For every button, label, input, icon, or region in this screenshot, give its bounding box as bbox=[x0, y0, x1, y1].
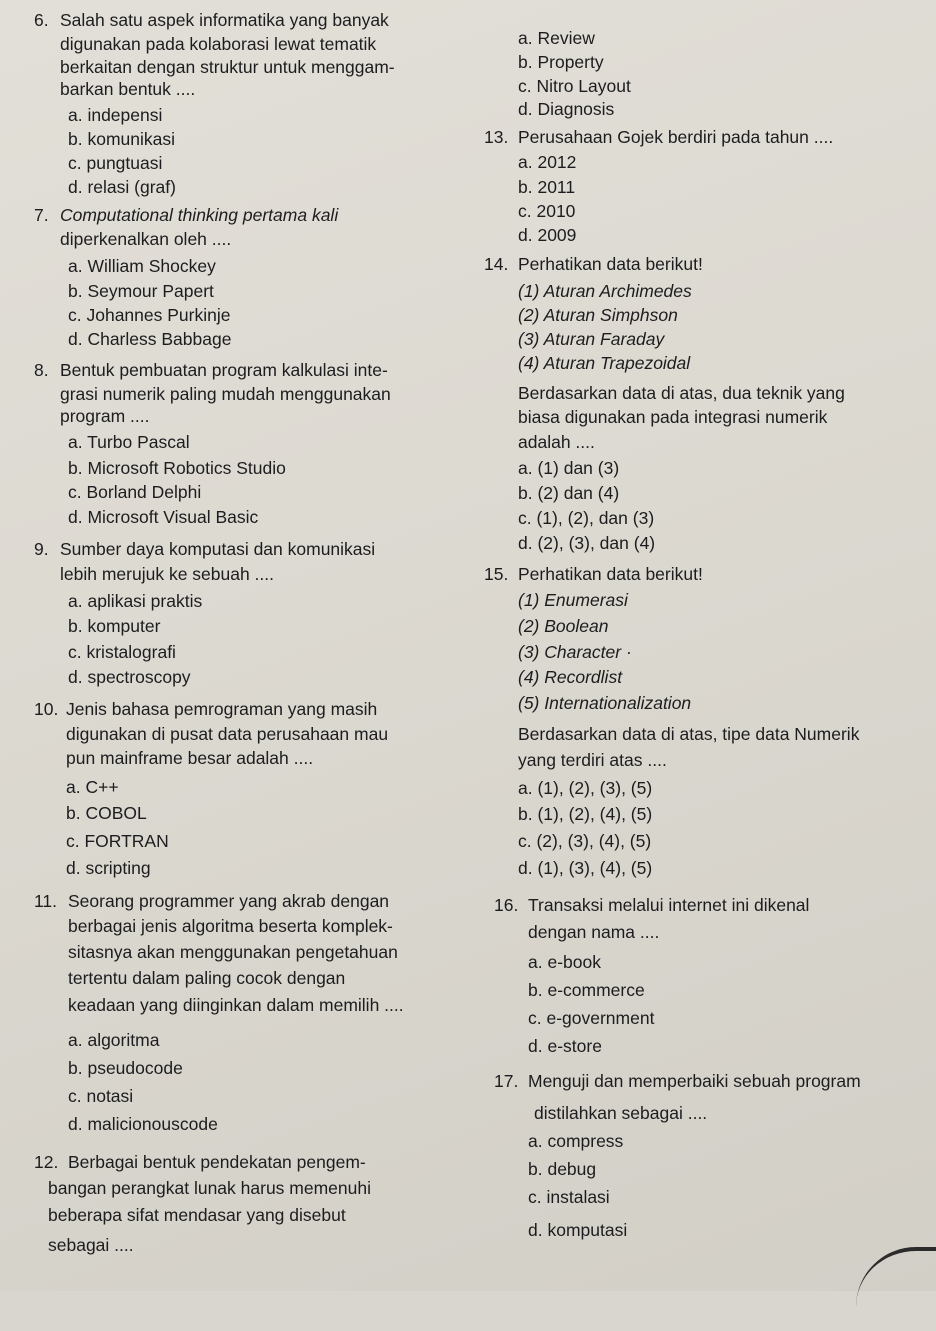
question-number: 10. bbox=[34, 699, 59, 719]
option-d: d. (2), (3), dan (4) bbox=[518, 533, 656, 553]
data-item: (1) Aturan Archimedes bbox=[518, 281, 692, 301]
question-line: Perusahaan Gojek berdiri pada tahun .... bbox=[518, 127, 834, 147]
option-b: b. COBOL bbox=[66, 803, 147, 823]
question-line: Berdasarkan data di atas, dua teknik yang bbox=[518, 383, 845, 403]
question-line: berbagai jenis algoritma beserta komplek- bbox=[68, 916, 393, 936]
question-line: Sumber daya komputasi dan komunikasi bbox=[60, 539, 376, 559]
option-c: c. e-government bbox=[528, 1008, 655, 1028]
question-line: Menguji dan memperbaiki sebuah program bbox=[528, 1071, 861, 1091]
question-number: 17. bbox=[494, 1071, 519, 1091]
question-number: 12. bbox=[34, 1152, 59, 1172]
question-line: yang terdiri atas .... bbox=[518, 750, 667, 770]
option-c: c. 2010 bbox=[518, 201, 576, 221]
option-b: b. komputer bbox=[68, 616, 161, 636]
option-a: a. e-book bbox=[528, 952, 601, 972]
question-line: dengan nama .... bbox=[528, 922, 660, 942]
option-a: a. Turbo Pascal bbox=[68, 432, 190, 452]
question-line: biasa digunakan pada integrasi numerik bbox=[518, 407, 828, 427]
option-b: b. pseudocode bbox=[68, 1058, 183, 1078]
option-b: b. (2) dan (4) bbox=[518, 483, 620, 503]
option-d: d. malicionouscode bbox=[68, 1114, 218, 1134]
question-line: berkaitan dengan struktur untuk menggam- bbox=[60, 57, 395, 77]
question-line: diperkenalkan oleh .... bbox=[60, 229, 232, 249]
option-b: b. Seymour Papert bbox=[68, 281, 214, 301]
option-a: a. William Shockey bbox=[68, 256, 216, 276]
option-b: b. debug bbox=[528, 1159, 597, 1179]
option-c: c. notasi bbox=[68, 1086, 134, 1106]
option-a: a. algoritma bbox=[68, 1030, 160, 1050]
question-number: 6. bbox=[34, 10, 49, 30]
option-c: c. instalasi bbox=[528, 1187, 610, 1207]
page-corner-curl bbox=[856, 1247, 936, 1331]
option-c: c. Nitro Layout bbox=[518, 76, 631, 96]
option-a: a. compress bbox=[528, 1131, 624, 1151]
option-d: d. komputasi bbox=[528, 1220, 628, 1240]
question-line: digunakan pada kolaborasi lewat tematik bbox=[60, 34, 377, 54]
question-number: 11. bbox=[34, 891, 58, 911]
question-line: Perhatikan data berikut! bbox=[518, 254, 703, 274]
option-d: d. relasi (graf) bbox=[68, 177, 176, 197]
question-line: grasi numerik paling mudah menggunakan bbox=[60, 384, 391, 404]
question-line: Berdasarkan data di atas, tipe data Numerik bbox=[518, 724, 860, 744]
option-b: b. (1), (2), (4), (5) bbox=[518, 804, 653, 824]
question-line: Jenis bahasa pemrograman yang masih bbox=[66, 699, 378, 719]
option-d: d. 2009 bbox=[518, 225, 577, 245]
question-line: Perhatikan data berikut! bbox=[518, 564, 703, 584]
option-c: c. Borland Delphi bbox=[68, 482, 202, 502]
question-number: 13. bbox=[484, 127, 509, 147]
option-c: c. pungtuasi bbox=[68, 153, 163, 173]
option-b: b. e-commerce bbox=[528, 980, 645, 1000]
data-item: (3) Character · bbox=[518, 642, 632, 662]
question-line: Computational thinking pertama kali bbox=[60, 205, 339, 225]
question-line: Transaksi melalui internet ini dikenal bbox=[528, 895, 810, 915]
question-line: Salah satu aspek informatika yang banyak bbox=[60, 10, 389, 30]
question-line: keadaan yang diinginkan dalam memilih .... bbox=[68, 995, 404, 1015]
data-item: (5) Internationalization bbox=[518, 693, 692, 713]
option-a: a. C++ bbox=[66, 777, 119, 797]
option-d: d. Microsoft Visual Basic bbox=[68, 507, 259, 527]
data-item: (3) Aturan Faraday bbox=[518, 329, 665, 349]
question-number: 8. bbox=[34, 360, 49, 380]
option-d: d. e-store bbox=[528, 1036, 602, 1056]
option-a: a. (1), (2), (3), (5) bbox=[518, 778, 653, 798]
option-d: d. Diagnosis bbox=[518, 99, 615, 119]
question-line: sitasnya akan menggunakan pengetahuan bbox=[68, 942, 398, 962]
question-line: Berbagai bentuk pendekatan pengem- bbox=[68, 1152, 366, 1172]
question-line: Seorang programmer yang akrab dengan bbox=[68, 891, 390, 911]
question-line: Bentuk pembuatan program kalkulasi inte- bbox=[60, 360, 388, 380]
option-b: b. komunikasi bbox=[68, 129, 175, 149]
question-line: digunakan di pusat data perusahaan mau bbox=[66, 724, 389, 744]
option-c: c. (1), (2), dan (3) bbox=[518, 508, 655, 528]
question-line: beberapa sifat mendasar yang disebut bbox=[48, 1205, 346, 1225]
data-item: (1) Enumerasi bbox=[518, 590, 628, 610]
option-c: c. FORTRAN bbox=[66, 831, 169, 851]
option-a: a. Review bbox=[518, 28, 595, 48]
data-item: (4) Aturan Trapezoidal bbox=[518, 353, 691, 373]
option-a: a. aplikasi praktis bbox=[68, 591, 203, 611]
question-line: barkan bentuk .... bbox=[60, 79, 196, 99]
option-c: c. kristalografi bbox=[68, 642, 176, 662]
option-d: d. scripting bbox=[66, 858, 151, 878]
question-number: 15. bbox=[484, 564, 509, 584]
option-a: a. 2012 bbox=[518, 152, 577, 172]
option-b: b. Microsoft Robotics Studio bbox=[68, 458, 286, 478]
data-item: (4) Recordlist bbox=[518, 667, 623, 687]
question-line: bangan perangkat lunak harus memenuhi bbox=[48, 1178, 371, 1198]
question-line: distilahkan sebagai .... bbox=[534, 1103, 708, 1123]
option-b: b. Property bbox=[518, 52, 604, 72]
option-c: c. Johannes Purkinje bbox=[68, 305, 231, 325]
question-line: pun mainframe besar adalah .... bbox=[66, 748, 314, 768]
question-line: sebagai .... bbox=[48, 1235, 134, 1255]
option-d: d. (1), (3), (4), (5) bbox=[518, 858, 653, 878]
question-line: program .... bbox=[60, 406, 150, 426]
question-line: adalah .... bbox=[518, 432, 595, 452]
question-number: 7. bbox=[34, 205, 49, 225]
data-item: (2) Boolean bbox=[518, 616, 609, 636]
option-b: b. 2011 bbox=[518, 177, 576, 197]
question-line: lebih merujuk ke sebuah .... bbox=[60, 564, 275, 584]
data-item: (2) Aturan Simphson bbox=[518, 305, 678, 325]
question-line: tertentu dalam paling cocok dengan bbox=[68, 968, 346, 988]
option-c: c. (2), (3), (4), (5) bbox=[518, 831, 652, 851]
option-a: a. (1) dan (3) bbox=[518, 458, 620, 478]
option-d: d. spectroscopy bbox=[68, 667, 191, 687]
question-number: 14. bbox=[484, 254, 509, 274]
option-a: a. indepensi bbox=[68, 105, 163, 125]
question-number: 16. bbox=[494, 895, 519, 915]
option-d: d. Charless Babbage bbox=[68, 329, 232, 349]
question-number: 9. bbox=[34, 539, 49, 559]
